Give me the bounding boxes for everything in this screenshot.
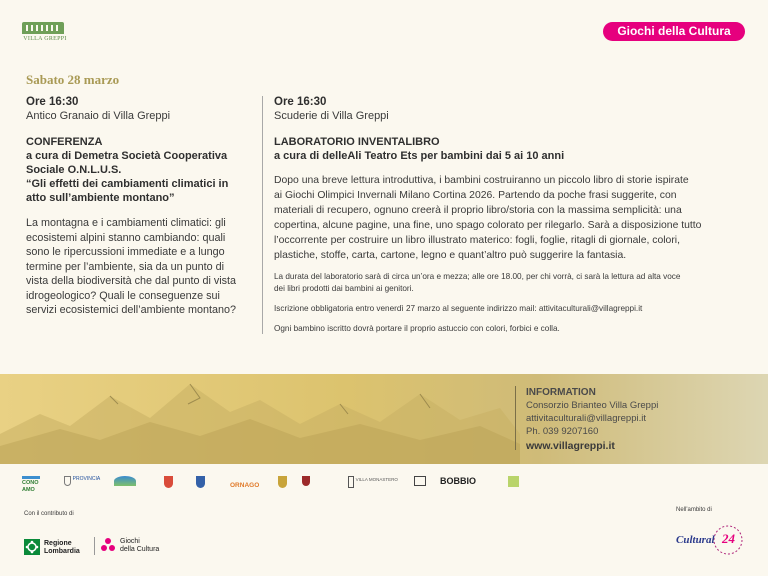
crest-logo-3 bbox=[278, 476, 292, 496]
giochi-dots-icon bbox=[100, 537, 116, 555]
title-line: a cura di delleAli Teatro Ets per bambini dai 5 ai 10 anni bbox=[274, 150, 565, 162]
contrib-label: Con il contributo di bbox=[24, 511, 74, 517]
cultural-olympiad-logo bbox=[672, 522, 752, 562]
cultural-text: Cultural bbox=[676, 534, 715, 546]
body-line: ai Giochi Olimpici Invernali Milano Cortina 2026. Partendo da poche frasi suggerite, con bbox=[274, 190, 677, 201]
conference-column bbox=[26, 95, 256, 318]
info-org: Consorzio Brianteo Villa Greppi bbox=[526, 400, 659, 411]
villa-monastero-logo: VILLA MONASTERO bbox=[348, 476, 398, 496]
landscape-logo bbox=[114, 476, 140, 496]
crest-logo-2 bbox=[196, 476, 208, 496]
column-divider bbox=[262, 96, 263, 334]
duration-line: La durata del laboratorio sarà di circa un’ora e mezza; alle ore 18.00, per chi vorrà, ci sarà la lettura ad alta voce bbox=[274, 272, 681, 281]
workshop-note: Ogni bambino iscritto dovrà portare il proprio astuccio con colori, forbici e colla. bbox=[274, 324, 560, 333]
workshop-time: Ore 16:30 bbox=[274, 96, 327, 108]
giochi-cultura-logo bbox=[100, 535, 170, 557]
cono-amo-logo: CONO AMO bbox=[22, 476, 42, 496]
ornago-logo: ORNAGO bbox=[230, 482, 260, 489]
sponsor-logos bbox=[22, 476, 522, 498]
body-line: Dopo una breve lettura introduttiva, i bambini costruiranno un piccolo libro di storie ispirate bbox=[274, 175, 689, 186]
workshop-title bbox=[274, 135, 724, 163]
giochi-cultura-badge: Giochi della Cultura bbox=[603, 22, 745, 41]
duration-line: dei libri prodotti dai bambini ai genitori. bbox=[274, 284, 414, 293]
lombardia-text: Regione Lombardia bbox=[44, 540, 80, 555]
body-line: l’occorrente per costruire un libro illustrato materico: fogli, foglie, ritagli di giornale, colori, bbox=[274, 235, 680, 246]
title-line: LABORATORIO INVENTALIBRO bbox=[274, 136, 440, 148]
conference-description bbox=[26, 216, 256, 318]
comune-logo bbox=[302, 476, 332, 496]
giochi-text: Giochi della Cultura bbox=[120, 538, 160, 553]
body-line: La montagna e i cambiamenti climatici: gli bbox=[26, 217, 226, 229]
body-line: vista della biodiversità che dal punto di vista bbox=[26, 275, 237, 287]
cultural-year: 24 bbox=[722, 531, 735, 546]
body-line: copertina, alcune pagine, una fine, uno spago colorato per rilegarlo. Sarà a disposizione tutto bbox=[274, 220, 702, 231]
information-box bbox=[526, 386, 726, 453]
conference-time: Ore 16:30 bbox=[26, 96, 79, 108]
info-email[interactable]: attivitaculturali@villagreppi.it bbox=[526, 413, 646, 424]
crest-logo-1 bbox=[164, 476, 176, 496]
body-line: sono le ripercussioni immediate e a lungo bbox=[26, 246, 225, 258]
workshop-duration bbox=[274, 271, 724, 295]
body-line: idrogeologico? Quali le conseguenze sui bbox=[26, 289, 220, 302]
conference-title bbox=[26, 135, 256, 205]
workshop-place: Scuderie di Villa Greppi bbox=[274, 110, 389, 122]
logo-text: VILLA GREPPI bbox=[23, 36, 67, 42]
body-line: plastiche, stoffe, carta, cartone, legno e quant’altro può suggerire la fantasia. bbox=[274, 250, 627, 261]
body-line: termine per l’ambiente, sia da un punto di bbox=[26, 260, 225, 273]
regione-lombardia-logo bbox=[24, 537, 94, 557]
title-line: a cura di Demetra Società Cooperativa bbox=[26, 150, 228, 162]
title-line: CONFERENZA bbox=[26, 136, 103, 148]
museum-logo bbox=[414, 476, 428, 496]
square-logo bbox=[508, 476, 522, 496]
villa-building-icon bbox=[22, 22, 64, 34]
event-date: Sabato 28 marzo bbox=[26, 72, 120, 87]
title-line: “Gli effetti dei cambiamenti climatici in bbox=[26, 178, 229, 190]
info-phone: Ph. 039 9207160 bbox=[526, 426, 599, 437]
body-line: materiali di recupero, ognuno creerà il proprio libro/storia con la massima semplicità: una bbox=[274, 205, 682, 216]
info-divider bbox=[515, 386, 516, 450]
info-website-link[interactable]: www.villagreppi.it bbox=[526, 440, 615, 452]
body-line: servizi ecosistemici dell’ambiente montano? bbox=[26, 304, 237, 316]
workshop-column bbox=[274, 95, 724, 335]
workshop-description bbox=[274, 173, 724, 263]
title-line: atto sull’ambiente montano” bbox=[26, 192, 175, 204]
bobbio-logo: BOBBIO bbox=[440, 476, 476, 486]
villa-greppi-logo bbox=[22, 22, 68, 46]
ambito-label: Nell'ambito di bbox=[676, 507, 712, 513]
workshop-registration: Iscrizione obbligatoria entro venerdì 27 marzo al seguente indirizzo mail: attivitaculturali@villagreppi.it bbox=[274, 304, 643, 313]
title-line: Sociale O.N.L.U.S. bbox=[26, 164, 122, 176]
provincia-logo: PROVINCIA bbox=[64, 476, 104, 496]
footer-divider bbox=[94, 537, 95, 555]
lombardia-rose-icon bbox=[24, 539, 40, 555]
body-line: ecosistemi alpini stanno cambiando: quali bbox=[26, 231, 226, 244]
info-heading: INFORMATION bbox=[526, 387, 596, 398]
conference-place: Antico Granaio di Villa Greppi bbox=[26, 110, 171, 122]
